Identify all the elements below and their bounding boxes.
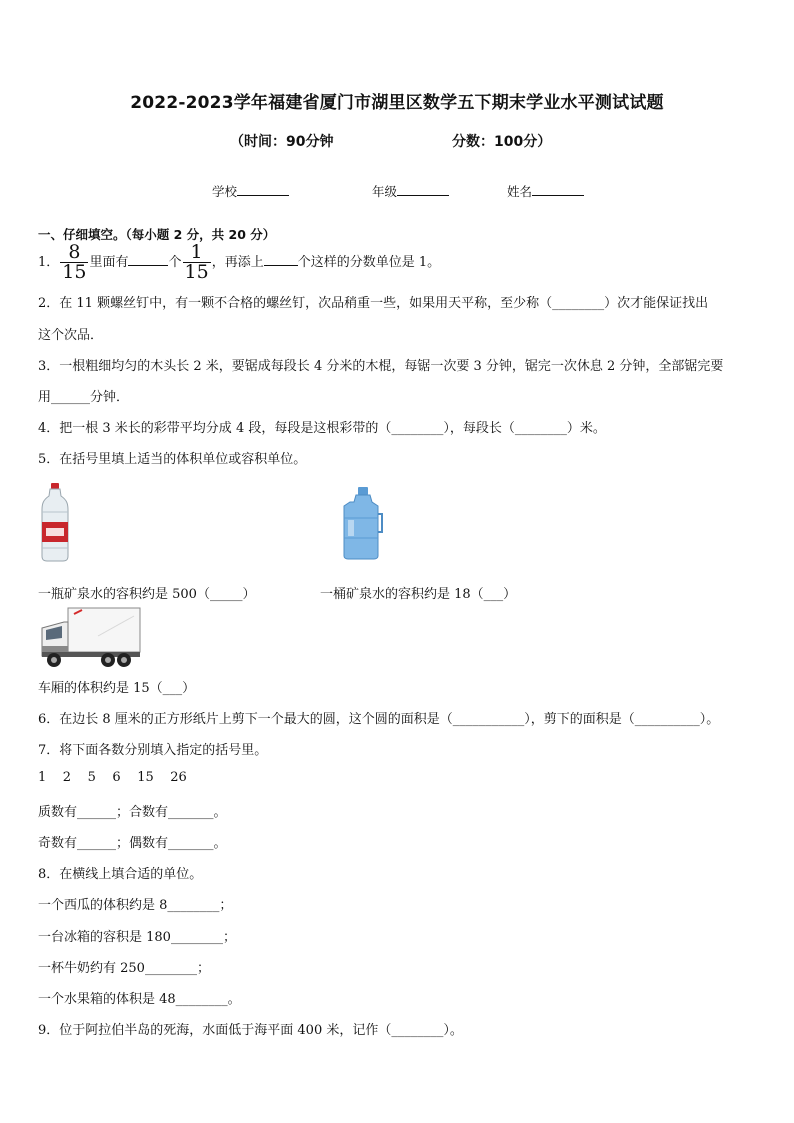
question-6: 6．在边长 8 厘米的正方形纸片上剪下一个最大的圆，这个圆的面积是（___________），剪下的面积是（__________）。 — [38, 712, 720, 727]
question-7-numbers: 1 2 5 6 15 26 — [38, 770, 187, 785]
q1-blank-1[interactable] — [128, 253, 168, 266]
school-field — [212, 182, 289, 200]
question-2-line-2: 这个次品． — [38, 328, 104, 343]
water-bottle-icon — [40, 482, 70, 562]
caption-bottle: 一瓶矿泉水的容积约是 500（_____） — [38, 587, 256, 602]
question-8-d: 一个水果箱的体积是 48________。 — [38, 992, 241, 1007]
question-8-b: 一台冰箱的容积是 180________； — [38, 930, 236, 945]
school-input[interactable] — [237, 183, 289, 196]
exam-title: 2022-2023学年福建省厦门市湖里区数学五下期末学业水平测试试题 — [130, 93, 664, 113]
question-7: 7．将下面各数分别填入指定的括号里。 — [38, 743, 268, 758]
question-4: 4．把一根 3 米长的彩带平均分成 4 段，每段是这根彩带的（________），每段长（________）米。 — [38, 421, 606, 436]
question-9: 9．位于阿拉伯半岛的死海，水面低于海平面 400 米，记作（________）。 — [38, 1023, 463, 1038]
grade-field — [372, 182, 449, 200]
grade-input[interactable] — [397, 183, 449, 196]
name-input[interactable] — [532, 183, 584, 196]
exam-time: （时间：90分钟 — [230, 134, 334, 150]
name-label: 姓名 — [507, 184, 533, 199]
fraction-8-15: $\frac{8}{15}$ — [62, 241, 87, 283]
question-3-line-2: 用______分钟． — [38, 390, 130, 405]
exam-score: 分数：100分） — [452, 134, 552, 150]
question-7-odds: 奇数有______；偶数有_______。 — [38, 836, 227, 851]
truck-icon — [38, 606, 142, 670]
caption-barrel: 一桶矿泉水的容积约是 18（___） — [320, 587, 517, 602]
question-8-a: 一个西瓜的体积约是 8________； — [38, 898, 233, 913]
section-heading: 一、仔细填空。（每小题 2 分，共 20 分） — [38, 227, 276, 242]
caption-truck: 车厢的体积约是 15（___） — [38, 681, 196, 696]
q1-blank-2[interactable] — [264, 253, 298, 266]
question-3-line-1: 3．一根粗细均匀的木头长 2 米，要锯成每段长 4 分米的木棍，每锯一次要 3 分钟，锯完一次休息 2 分钟，全部锯完要 — [38, 359, 724, 374]
school-label: 学校 — [212, 184, 238, 199]
question-8-c: 一杯牛奶约有 250________； — [38, 961, 210, 976]
question-8: 8．在横线上填合适的单位。 — [38, 867, 203, 882]
grade-label: 年级 — [372, 184, 398, 199]
water-barrel-icon — [342, 486, 384, 560]
question-1-number: 1． — [38, 255, 60, 270]
question-7-primes: 质数有______；合数有_______。 — [38, 805, 227, 820]
question-1: 1． $\frac{8}{15}$ 里面有 个 $\frac{1}{15}$ ，再添上 个这样的分数单位是 1。 — [38, 241, 441, 283]
question-5: 5．在括号里填上适当的体积单位或容积单位。 — [38, 452, 307, 467]
fraction-1-15: $\frac{1}{15}$ — [184, 241, 209, 283]
question-2-line-1: 2．在 11 颗螺丝钉中，有一颗不合格的螺丝钉，次品稍重一些，如果用天平称，至少称（________）次才能保证找出 — [38, 296, 709, 311]
name-field — [507, 182, 584, 200]
